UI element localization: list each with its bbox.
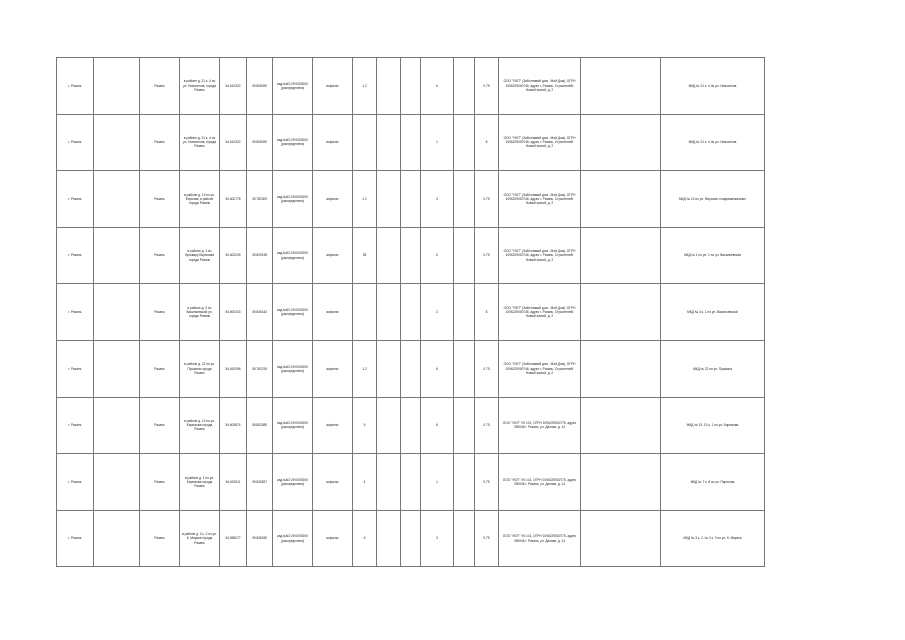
volume-cell: 0.75: [475, 171, 499, 228]
empty-cell: [581, 171, 661, 228]
owner-cell: ООО "УЮТ" (Заботливый дом - Мой Дом), ОГРН 1096229000746, адрес г. Рязань, Строителей/Новый жилой, д. 2: [499, 58, 581, 115]
empty-cell: [377, 227, 401, 284]
owner-cell: ООО "УЮТ" УК 101, ОГРН 1096229000775, адрес 390046 г. Рязань, ул. Дачная, д. 14: [499, 454, 581, 511]
settlement-cell: Рязань: [140, 510, 180, 567]
sources-cell: МКД № 3 к. 1 по ул. Васильевской: [661, 284, 765, 341]
longitude-cell: 39.826837: [247, 454, 273, 511]
empty-cell: [94, 227, 140, 284]
containers-cell: 6: [421, 58, 454, 115]
empty-cell: [454, 171, 475, 228]
address-cell: в районе д. 13 по ул. Бирюзова города Рязань: [180, 397, 220, 454]
sources-cell: МКД № 13, 13 к. 1 по ул. Бирюзова: [661, 397, 765, 454]
area-cell: 4: [353, 454, 377, 511]
empty-cell: [581, 58, 661, 115]
empty-cell: [454, 114, 475, 171]
empty-cell: [401, 58, 421, 115]
empty-cell: [581, 114, 661, 171]
containers-cell: 1: [421, 114, 454, 171]
municipality-cell: г. Рязань: [57, 284, 94, 341]
table-row: [57, 58, 765, 115]
latitude-cell: 54.595077: [220, 510, 247, 567]
sources-cell: МКД № 1 по ул. 1 по ул. Васильевская: [661, 227, 765, 284]
address-cell: в районе д. 3 по Васильевской ул. города Рязань: [180, 284, 220, 341]
empty-cell: [454, 284, 475, 341]
cadastral-cell: кад.№62:29:0000000 (распределена): [273, 58, 313, 115]
latitude-cell: 54.610322: [220, 114, 247, 171]
municipality-cell: г. Рязань: [57, 510, 94, 567]
sources-cell: МКД № 21 к. 4 по ул. Новоселов: [661, 58, 765, 115]
empty-cell: [581, 454, 661, 511]
surface-cell: асфальт: [313, 171, 353, 228]
volume-cell: 0.75: [475, 58, 499, 115]
area-cell: 9: [353, 397, 377, 454]
address-cell: в районе д. 22 по ул. Пушкина города Рязань: [180, 340, 220, 397]
owner-cell: ООО "УЮТ" (Заботливый дом - Мой Дом), ОГРН 1096229000746, адрес г. Рязань, Строителей/Новый жилой, д. 2: [499, 227, 581, 284]
empty-cell: [94, 454, 140, 511]
area-cell: 1.2: [353, 171, 377, 228]
empty-cell: [454, 340, 475, 397]
empty-cell: [454, 397, 475, 454]
empty-cell: [94, 510, 140, 567]
containers-cell: 3: [421, 510, 454, 567]
empty-cell: [454, 227, 475, 284]
empty-cell: [401, 114, 421, 171]
longitude-cell: 39.825198: [247, 227, 273, 284]
latitude-cell: 54.602249: [220, 227, 247, 284]
empty-cell: [377, 284, 401, 341]
latitude-cell: 54.600243: [220, 284, 247, 341]
longitude-cell: 39.782219: [247, 340, 273, 397]
owner-cell: ООО "УЮТ" (Заботливый дом - Мой Дом), ОГРН 1096229000746, адрес г. Рязань, Строителей/Новый жилой, д. 2: [499, 114, 581, 171]
address-cell: в районе д. 21 к. 4 по ул. Новоселов, города Рязань: [180, 58, 220, 115]
empty-cell: [401, 227, 421, 284]
empty-cell: [401, 171, 421, 228]
municipality-cell: г. Рязань: [57, 454, 94, 511]
settlement-cell: Рязань: [140, 227, 180, 284]
empty-cell: [454, 510, 475, 567]
volume-cell: 8: [475, 114, 499, 171]
latitude-cell: 54.602778: [220, 171, 247, 228]
empty-cell: [581, 227, 661, 284]
empty-cell: [377, 510, 401, 567]
containers-cell: 6: [421, 227, 454, 284]
longitude-cell: 39.806090: [247, 58, 273, 115]
table-row: [57, 340, 765, 397]
cadastral-cell: кад.№62:29:0000000 (распределена): [273, 397, 313, 454]
settlement-cell: Рязань: [140, 58, 180, 115]
empty-cell: [94, 397, 140, 454]
empty-cell: [581, 397, 661, 454]
cadastral-cell: кад.№62:29:0000000 (распределена): [273, 340, 313, 397]
empty-cell: [94, 58, 140, 115]
empty-cell: [401, 397, 421, 454]
cadastral-cell: кад.№62:29:0000000 (распределена): [273, 171, 313, 228]
table-row: [57, 114, 765, 171]
municipality-cell: г. Рязань: [57, 58, 94, 115]
sources-cell: МКД № 3 к. 2, № 3 к. 3 по ул. К. Маркса: [661, 510, 765, 567]
empty-cell: [377, 171, 401, 228]
registry-table: [56, 57, 765, 567]
latitude-cell: 54.602511: [220, 454, 247, 511]
settlement-cell: Рязань: [140, 397, 180, 454]
surface-cell: асфальт: [313, 340, 353, 397]
empty-cell: [401, 454, 421, 511]
surface-cell: асфальт: [313, 397, 353, 454]
table-row: [57, 227, 765, 284]
settlement-cell: Рязань: [140, 114, 180, 171]
sources-cell: МКД № 13 по ул. Фирсова, кладовая/магазин: [661, 171, 765, 228]
volume-cell: 0.75: [475, 397, 499, 454]
owner-cell: ООО "УЮТ" (Заботливый дом - Мой Дом), ОГРН 1096229000746, адрес г. Рязань, Строителей/Новый жилой, д. 2: [499, 340, 581, 397]
municipality-cell: г. Рязань: [57, 227, 94, 284]
surface-cell: асфальт: [313, 284, 353, 341]
volume-cell: 0.75: [475, 340, 499, 397]
empty-cell: [581, 340, 661, 397]
longitude-cell: 39.836030: [247, 510, 273, 567]
containers-cell: 6: [421, 340, 454, 397]
containers-cell: 1: [421, 454, 454, 511]
registry-rows: [57, 58, 765, 567]
empty-cell: [581, 284, 661, 341]
latitude-cell: 54.603874: [220, 397, 247, 454]
empty-cell: [401, 340, 421, 397]
surface-cell: асфальт: [313, 114, 353, 171]
surface-cell: асфальт: [313, 227, 353, 284]
latitude-cell: 54.610098: [220, 340, 247, 397]
sources-cell: МКД № 22 по ул. Пушкина: [661, 340, 765, 397]
owner-cell: ООО "УЮТ" (Заботливый дом - Мой Дом), ОГРН 1096229000746, адрес г. Рязань, Строителей/Новый жилой, д. 2: [499, 284, 581, 341]
containers-cell: 6: [421, 397, 454, 454]
sources-cell: МКД № 21 к. 4 по ул. Новоселов: [661, 114, 765, 171]
surface-cell: асфальт: [313, 58, 353, 115]
municipality-cell: г. Рязань: [57, 171, 94, 228]
municipality-cell: г. Рязань: [57, 397, 94, 454]
empty-cell: [377, 340, 401, 397]
owner-cell: ООО "УЮТ" (Заботливый дом - Мой Дом), ОГРН 1096229000746, адрес г. Рязань, Строителей/Новый жилой, д. 2: [499, 171, 581, 228]
cadastral-cell: кад.№62:29:0000000 (распределена): [273, 454, 313, 511]
empty-cell: [581, 510, 661, 567]
longitude-cell: 39.806090: [247, 114, 273, 171]
empty-cell: [94, 171, 140, 228]
cadastral-cell: кад.№62:29:0000000 (распределена): [273, 227, 313, 284]
municipality-cell: г. Рязань: [57, 340, 94, 397]
volume-cell: 0.75: [475, 454, 499, 511]
owner-cell: ООО "УЮТ" УК 101, ОГРН 1096229000775, адрес 390046 г. Рязань, ул. Дачная, д. 14: [499, 397, 581, 454]
table-row: [57, 454, 765, 511]
area-cell: [353, 114, 377, 171]
longitude-cell: 39.782309: [247, 171, 273, 228]
settlement-cell: Рязань: [140, 171, 180, 228]
empty-cell: [377, 58, 401, 115]
volume-cell: 8: [475, 284, 499, 341]
empty-cell: [377, 397, 401, 454]
longitude-cell: 39.803389: [247, 397, 273, 454]
containers-cell: 2: [421, 284, 454, 341]
cadastral-cell: кад.№62:29:0000000 (распределена): [273, 510, 313, 567]
table-row: [57, 284, 765, 341]
empty-cell: [377, 454, 401, 511]
area-cell: 1.2: [353, 340, 377, 397]
empty-cell: [454, 58, 475, 115]
settlement-cell: Рязань: [140, 340, 180, 397]
table-row: [57, 171, 765, 228]
empty-cell: [94, 114, 140, 171]
sources-cell: МКД № 7 к. 8 по ул. Пирогова: [661, 454, 765, 511]
table-row: [57, 397, 765, 454]
cadastral-cell: кад.№62:29:0000000 (распределена): [273, 114, 313, 171]
empty-cell: [377, 114, 401, 171]
empty-cell: [401, 510, 421, 567]
address-cell: в районе д. 13 по ул. Фирсова, в районе города Рязань: [180, 171, 220, 228]
settlement-cell: Рязань: [140, 454, 180, 511]
registry-sheet: [56, 57, 764, 567]
containers-cell: 4: [421, 171, 454, 228]
surface-cell: асфальт: [313, 510, 353, 567]
address-cell: в районе д. 1 по ул. Бирюзова города Рязань: [180, 454, 220, 511]
empty-cell: [94, 340, 140, 397]
volume-cell: 0.75: [475, 227, 499, 284]
municipality-cell: г. Рязань: [57, 114, 94, 171]
owner-cell: ООО "УЮТ" УК 101, ОГРН 1096229000775, адрес 390046 г. Рязань, ул. Дачная, д. 14: [499, 510, 581, 567]
area-cell: 1.2: [353, 58, 377, 115]
settlement-cell: Рязань: [140, 284, 180, 341]
area-cell: 6: [353, 510, 377, 567]
area-cell: [353, 284, 377, 341]
latitude-cell: 54.610322: [220, 58, 247, 115]
longitude-cell: 39.846182: [247, 284, 273, 341]
address-cell: в районе д. 3 к. 2 по ул. К. Маркса города Рязань: [180, 510, 220, 567]
cadastral-cell: кад.№62:29:0000000 (распределена): [273, 284, 313, 341]
address-cell: в районе д. 21 к. 4 по ул. Новоселов, города Рязань: [180, 114, 220, 171]
surface-cell: асфальт: [313, 454, 353, 511]
empty-cell: [401, 284, 421, 341]
empty-cell: [454, 454, 475, 511]
address-cell: в районе д. 1 по бульвару Бирюзова города Рязань: [180, 227, 220, 284]
table-row: [57, 510, 765, 567]
empty-cell: [94, 284, 140, 341]
volume-cell: 0.75: [475, 510, 499, 567]
area-cell: 28: [353, 227, 377, 284]
